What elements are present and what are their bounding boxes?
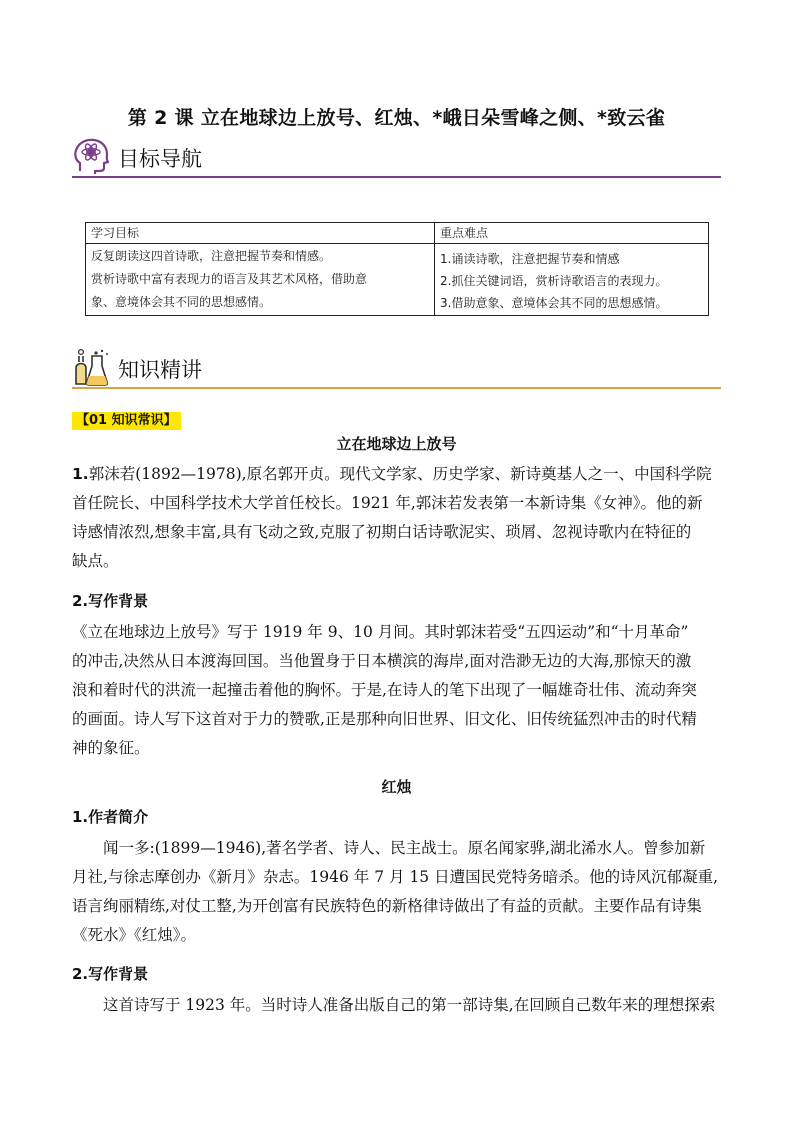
poem-title: 红烛 xyxy=(381,778,412,796)
paragraph-line: 浪和着时代的洪流一起撞击着他的胸怀。于是,在诗人的笔下出现了一幅雄奇壮伟、流动奔突 xyxy=(72,681,697,699)
paragraph-line: 《立在地球边上放号》写于 1919 年 9、10 月间。其时郭沫若受“五四运动”和“十月革命” xyxy=(72,623,689,641)
table-header-cell: 学习目标 xyxy=(86,223,435,244)
subheading: 2.写作背景 xyxy=(72,965,149,983)
paragraph-line: 1.郭沫若(1892—1978),原名郭开贞。现代文学家、历史学家、新诗奠基人之一、中国科学院 xyxy=(72,465,712,483)
section-header-goals xyxy=(72,138,721,178)
section-label-knowledge: 知识精讲 xyxy=(118,358,202,382)
paragraph-line: 这首诗写于 1923 年。当时诗人准备出版自己的第一部诗集,在回顾自己数年来的理想探索 xyxy=(103,996,716,1014)
paragraph-author-intro xyxy=(72,460,724,576)
paragraph-line: 月社,与徐志摩创办《新月》杂志。1946 年 7 月 15 日遭国民党特务暗杀。他的诗风沉郁凝重, xyxy=(72,868,719,886)
subheading: 1.作者简介 xyxy=(72,808,149,826)
table-cell-objectives xyxy=(86,244,435,316)
flask-icon xyxy=(72,348,112,386)
paragraph-line: 《死水》《红烛》。 xyxy=(72,926,197,944)
paragraph-line: 诗感情浓烈,想象丰富,具有飞动之致,克服了初期白话诗歌泥实、琐屑、忽视诗歌内在特征的 xyxy=(72,523,692,541)
table-cell-line: 反复朗读这四首诗歌，注意把握节奏和情感。 xyxy=(91,249,332,263)
paragraph-background xyxy=(72,618,724,763)
item-number: 1. xyxy=(72,465,89,483)
table-cell-line: 象、意境体会其不同的思想感情。 xyxy=(91,295,272,309)
table-header-cell: 重点难点 xyxy=(435,223,709,244)
subheading: 2.写作背景 xyxy=(72,592,149,610)
goals-table xyxy=(85,222,709,316)
paragraph-line: 闻一多:(1899—1946),著名学者、诗人、民主战士。原名闻家骅,湖北浠水人。曾参加新 xyxy=(103,839,706,857)
table-cell-key-points xyxy=(435,244,709,316)
section-header-knowledge xyxy=(72,349,721,389)
table-header-row xyxy=(86,223,709,244)
section-label-goals: 目标导航 xyxy=(118,147,202,171)
poem-title: 立在地球边上放号 xyxy=(336,435,457,453)
section-rule xyxy=(72,176,721,178)
table-cell-line: 2.抓住关键词语，赏析诗歌语言的表现力。 xyxy=(440,274,668,288)
table-row xyxy=(86,244,709,316)
section-rule xyxy=(72,387,721,389)
paragraph-line: 的画面。诗人写下这首对于力的赞歌,正是那种向旧世界、旧文化、旧传统猛烈冲击的时代精 xyxy=(72,710,697,728)
paragraph-line: 首任院长、中国科学技术大学首任校长。1921 年,郭沫若发表第一本新诗集《女神》。他的新 xyxy=(72,494,703,512)
table-cell-line: 赏析诗歌中富有表现力的语言及其艺术风格，借助意 xyxy=(91,272,368,286)
table-cell-line: 1.诵读诗歌，注意把握节奏和情感 xyxy=(440,252,620,266)
table-cell-line: 3.借助意象、意境体会其不同的思想感情。 xyxy=(440,296,668,310)
brain-head-icon xyxy=(72,137,112,175)
paragraph-line: 的冲击,决然从日本渡海回国。当他置身于日本横滨的海岸,面对浩渺无边的大海,那惊天的激 xyxy=(72,652,692,670)
paragraph-line: 语言绚丽精练,对仗工整,为开创富有民族特色的新格律诗做出了有益的贡献。主要作品有诗集 xyxy=(72,897,702,915)
paragraph-line: 缺点。 xyxy=(72,552,119,570)
paragraph-line: 神的象征。 xyxy=(72,739,150,757)
category-badge: 【01 知识常识】 xyxy=(72,412,181,430)
page-title: 第 2 课 立在地球边上放号、红烛、*峨日朵雪峰之侧、*致云雀 xyxy=(127,107,666,129)
paragraph-background xyxy=(72,991,724,1020)
paragraph-author-intro xyxy=(72,834,724,950)
